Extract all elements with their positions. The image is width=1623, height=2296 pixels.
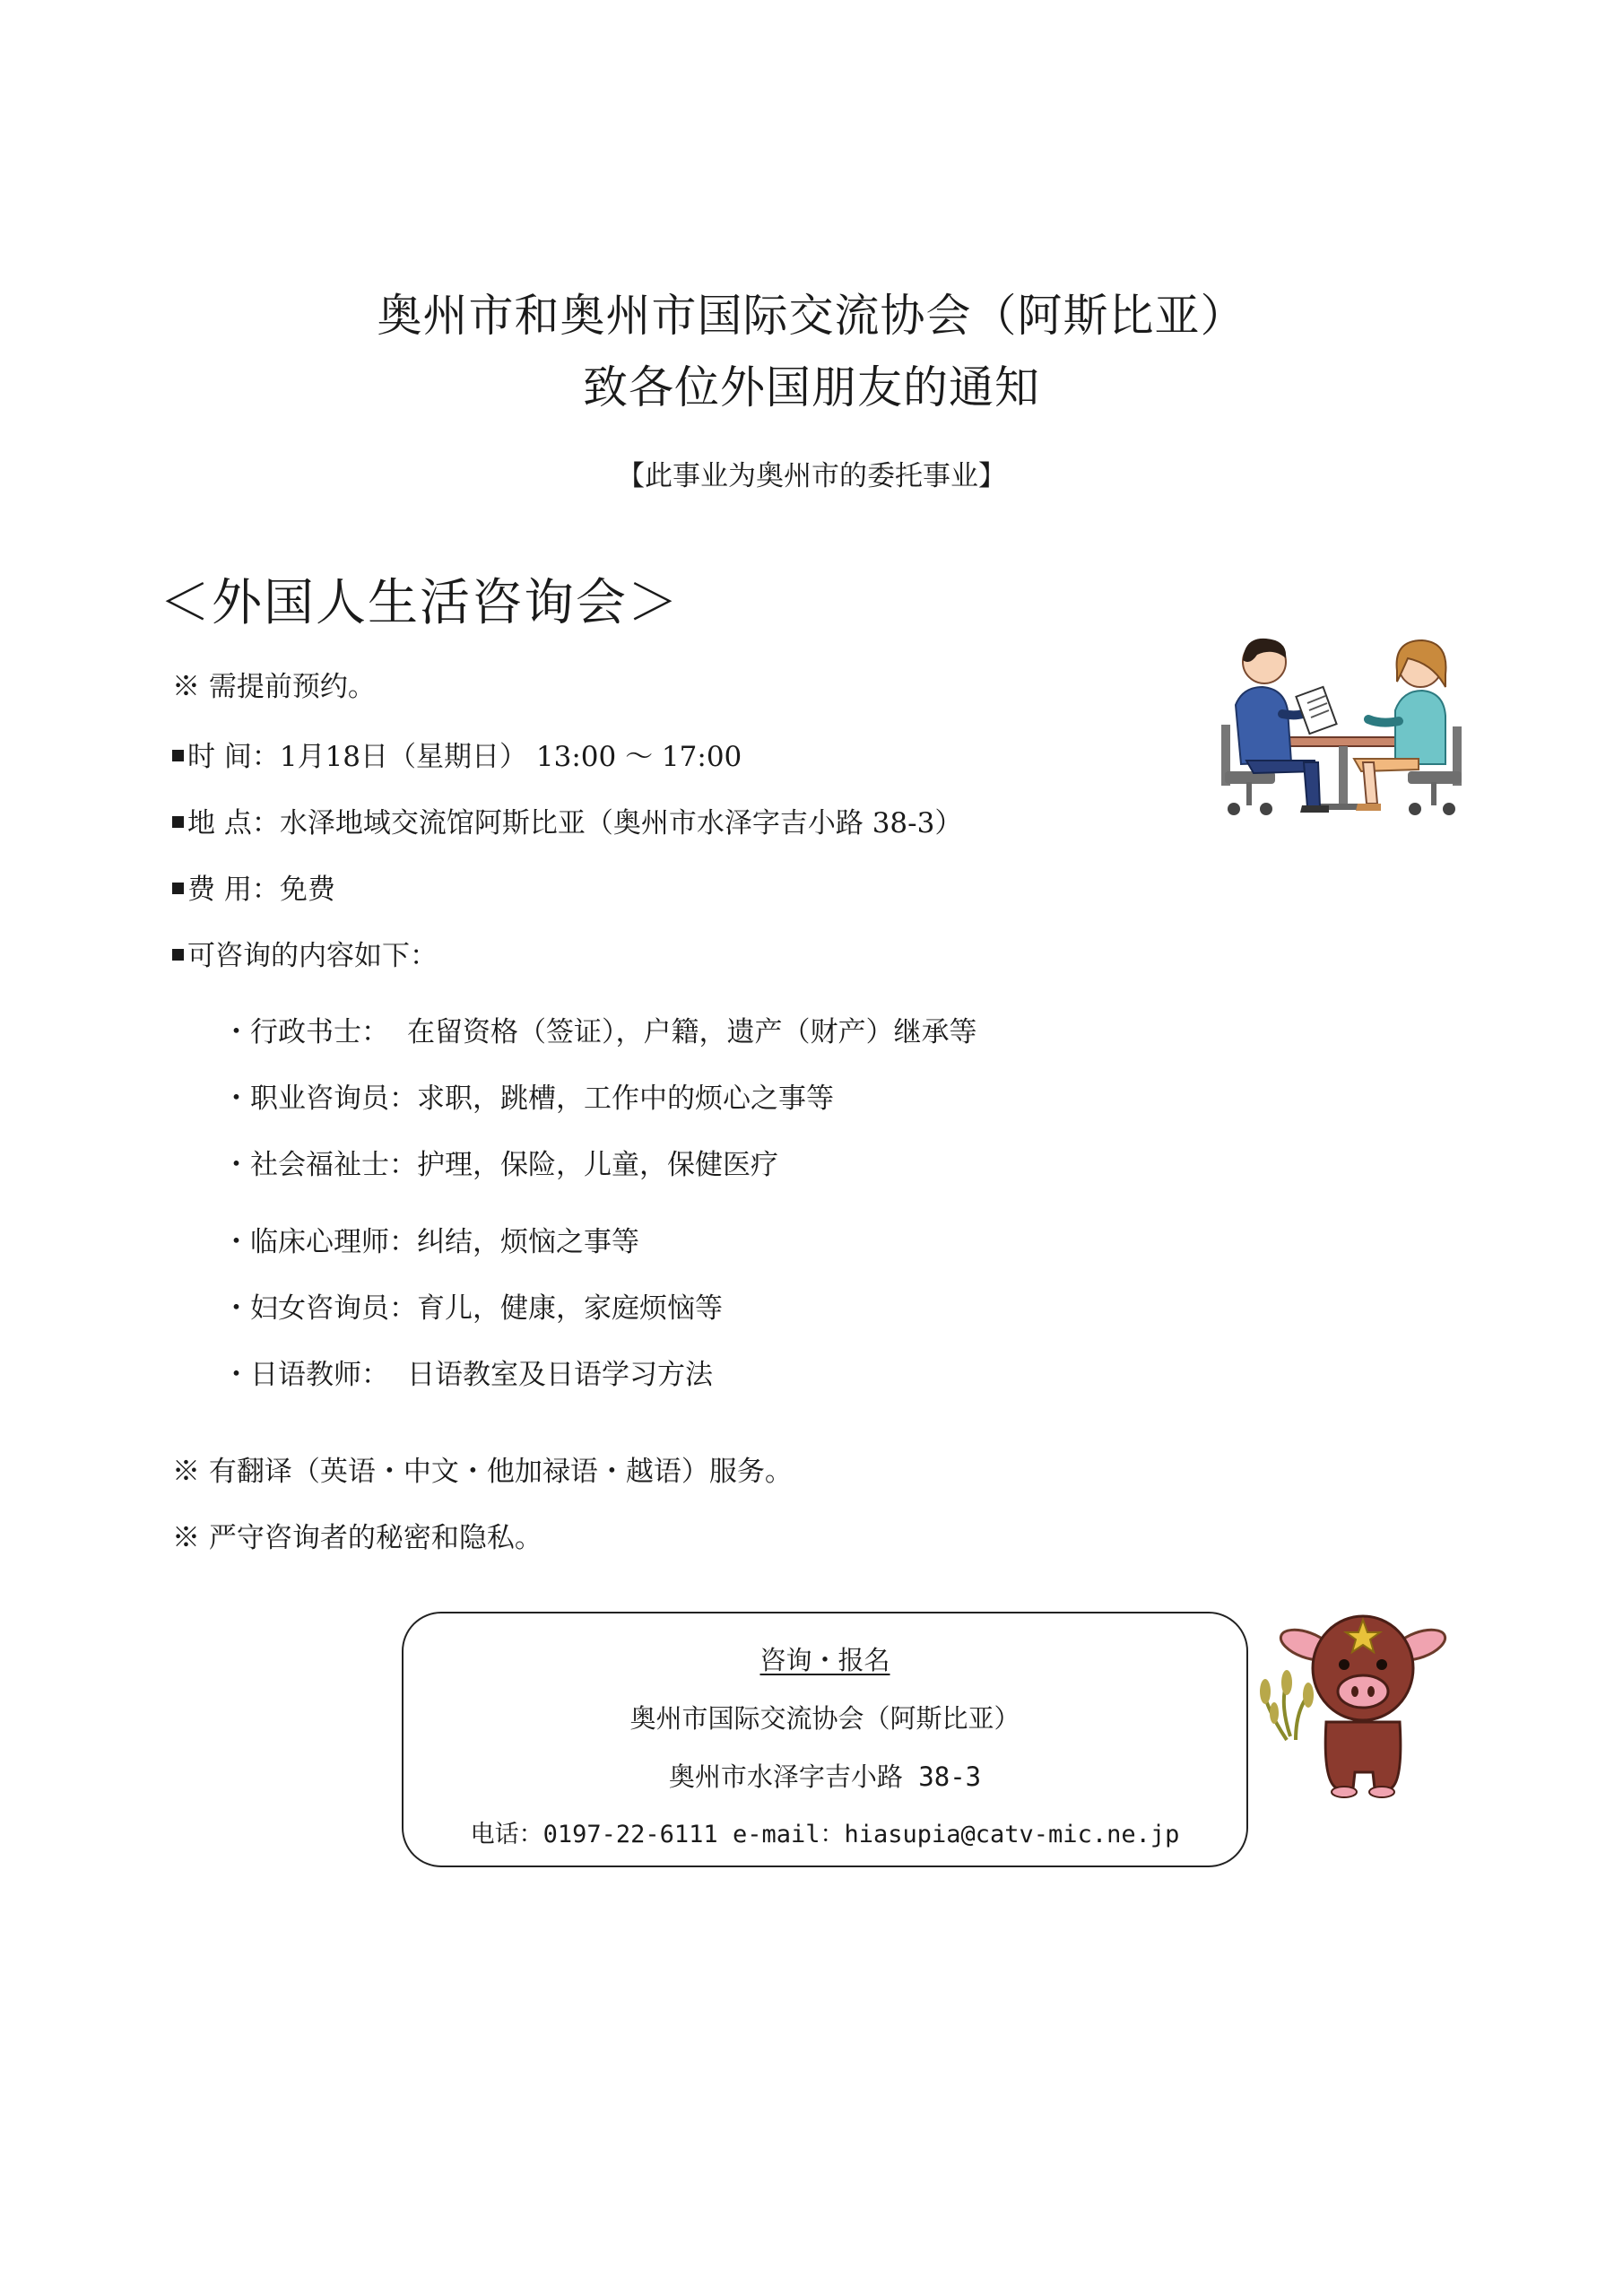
bullet-square bbox=[172, 883, 184, 894]
topic-role: ・临床心理师： bbox=[222, 1226, 417, 1258]
topic-content: 在留资格（签证），户籍，遗产（财产）继承等 bbox=[407, 1016, 977, 1048]
event-heading: ＜外国人生活咨询会＞ bbox=[160, 574, 680, 632]
topic-item bbox=[222, 1285, 723, 1326]
topic-content: 日语教室及日语学习方法 bbox=[407, 1359, 713, 1391]
place-label: 地 点： bbox=[187, 807, 280, 839]
title-line-2: 致各位外国朋友的通知 bbox=[583, 361, 1040, 413]
topic-content: 育儿，健康，家庭烦恼等 bbox=[417, 1292, 723, 1325]
contact-phone-email: 电话：0197-22-6111 e-mail：hiasupia@catv-mic.ne.jp bbox=[470, 1821, 1180, 1848]
table-top bbox=[1289, 737, 1399, 746]
bullet-square bbox=[172, 750, 184, 761]
bullet-square bbox=[172, 816, 184, 828]
fee-value: 免费 bbox=[279, 874, 335, 906]
place-row bbox=[172, 800, 962, 840]
bullet-square bbox=[172, 949, 184, 961]
topics-label: 可咨询的内容如下： bbox=[187, 940, 438, 972]
paper bbox=[1296, 687, 1336, 734]
woman-body bbox=[1395, 691, 1445, 764]
topic-role: ・行政书士： bbox=[222, 1016, 389, 1048]
topic-content: 护理，保险，儿童，保健医疗 bbox=[417, 1149, 778, 1181]
topic-role: ・妇女咨询员： bbox=[222, 1292, 417, 1325]
topic-item bbox=[222, 1009, 977, 1049]
time-label: 时 间： bbox=[187, 741, 280, 773]
privacy-note: ※ 严守咨询者的秘密和隐私。 bbox=[172, 1522, 542, 1554]
topic-content: 求职，跳槽，工作中的烦心之事等 bbox=[417, 1083, 834, 1115]
contact-box bbox=[402, 1612, 1248, 1867]
title-line-1: 奥州市和奥州市国际交流协会（阿斯比亚） bbox=[377, 290, 1246, 342]
translation-note: ※ 有翻译（英语・中文・他加禄语・越语）服务。 bbox=[172, 1456, 793, 1488]
topic-role: ・社会福祉士： bbox=[222, 1149, 417, 1181]
mascot-nose bbox=[1338, 1675, 1388, 1708]
topic-item bbox=[222, 1075, 834, 1116]
consultation-illustration bbox=[1211, 628, 1471, 821]
fee-row bbox=[172, 866, 335, 907]
topic-role: ・职业咨询员： bbox=[222, 1083, 417, 1115]
topic-item bbox=[222, 1142, 778, 1182]
man-body bbox=[1236, 687, 1291, 764]
topic-content: 纠结，烦恼之事等 bbox=[417, 1226, 639, 1258]
cow-mascot bbox=[1260, 1605, 1466, 1803]
subtitle: 【此事业为奥州市的委托事业】 bbox=[617, 460, 1006, 492]
topic-item bbox=[222, 1352, 713, 1392]
topic-item bbox=[222, 1219, 639, 1259]
time-row bbox=[172, 734, 742, 774]
place-value: 水泽地域交流馆阿斯比亚（奥州市水泽字吉小路 38-3） bbox=[279, 807, 963, 839]
topics-row bbox=[172, 933, 438, 973]
time-value: 1月18日（星期日） 13:00 ～ 17:00 bbox=[279, 741, 742, 773]
contact-heading: 咨询・报名 bbox=[759, 1645, 890, 1675]
table-leg bbox=[1339, 746, 1348, 805]
mascot-body bbox=[1325, 1722, 1401, 1788]
contact-org: 奥州市国际交流协会（阿斯比亚） bbox=[629, 1703, 1020, 1734]
topic-role: ・日语教师： bbox=[222, 1359, 389, 1391]
reservation-note: ※ 需提前预约。 bbox=[172, 671, 376, 703]
contact-address: 奥州市水泽字吉小路 38-3 bbox=[668, 1761, 982, 1792]
fee-label: 费 用： bbox=[187, 874, 280, 906]
